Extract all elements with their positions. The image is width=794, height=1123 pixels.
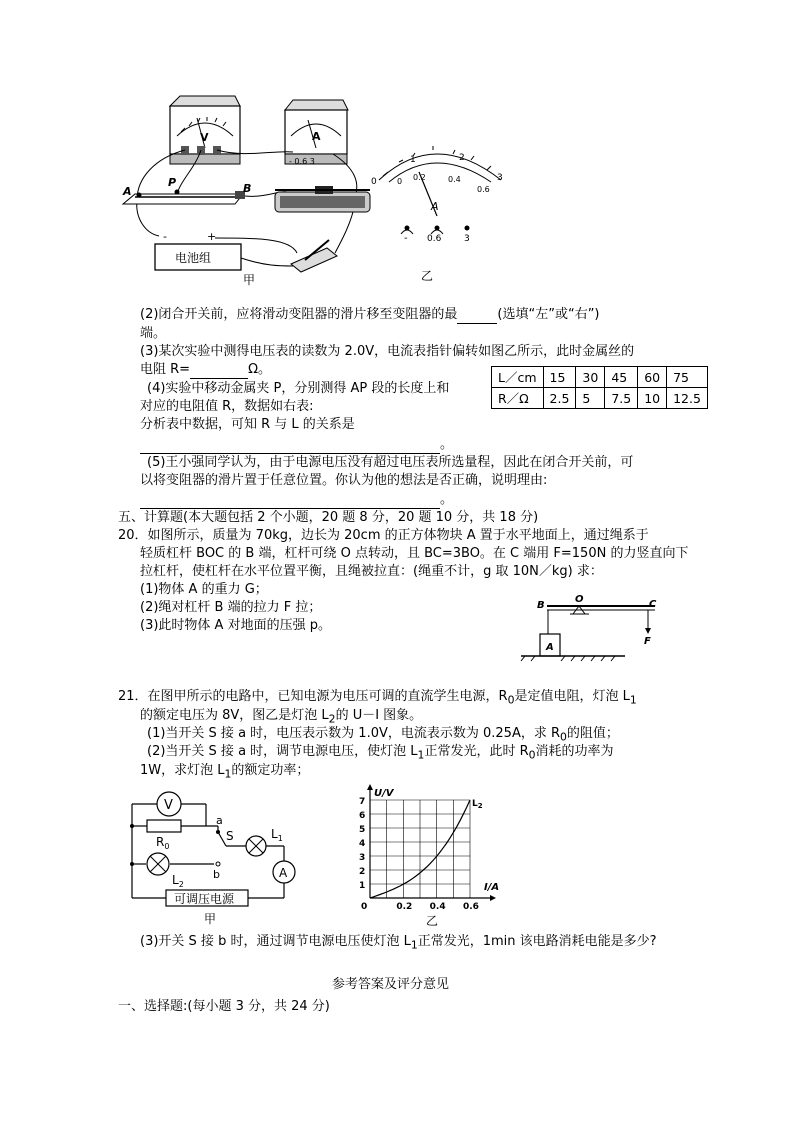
q21-line1: 21．在图甲所示的电路中，已知电源为电压可调的直流学生电源，$R_0$是定值电阻，灯泡 $L_1$: [118, 689, 637, 707]
table-cell: 7.5: [605, 388, 638, 409]
dial-tick-outer-2: 2: [459, 153, 465, 163]
q21-line4: (2)当开关 S 接 a 时，调节电源电压，使灯泡 $L_1$正常发光，此时 $R_0$消耗的功率为: [147, 744, 614, 762]
caption-yi: 乙: [421, 269, 434, 283]
table-cell: R／Ω: [492, 388, 544, 409]
q19-blank-2[interactable]: [190, 378, 248, 379]
q20-line5: (2)绳对杠杆 B 端的拉力 F 拉；: [140, 600, 322, 615]
circuit-source: 可调压电源: [174, 892, 235, 906]
dial-tick-outer-3: 3: [497, 173, 503, 183]
graph-origin: 0: [361, 902, 368, 912]
q19-part4-line2: 对应的电阻值 R，数据如右表:: [140, 399, 314, 414]
circuit-L1: $L_1$: [271, 827, 283, 843]
lever-label-C: C: [649, 599, 657, 610]
rheostat-drawing: [275, 186, 370, 212]
dial-tick-inner-1: 0.2: [413, 173, 426, 182]
circuit-S: S: [226, 829, 234, 843]
circuit-a: a: [216, 814, 223, 827]
circuit-L2: $L_2$: [172, 873, 184, 889]
q21-line3: (1)当开关 S 接 a 时，电压表示数为 1.0V，电流表示数为 0.25A，求 $R_0$的阻值；: [147, 726, 619, 744]
battery-label: 电池组: [175, 251, 212, 265]
q20-line1: 20．如图所示，质量为 70kg，边长为 20cm 的正方体物块 A 置于水平地面上，通过绳系于: [118, 528, 649, 543]
lever-label-O: O: [575, 594, 584, 605]
table-cell: 15: [543, 367, 576, 388]
q20-line4: (1)物体 A 的重力 G；: [140, 582, 268, 597]
section-5-heading: 五、计算题(本大题包括 2 个小题，20 题 8 分，20 题 10 分，共 18 分): [118, 510, 539, 525]
q20-line2: 轻质杠杆 BOC 的 B 端，杠杆可绕 O 点转动，且 BC=3BO。在 C 端用 F=150N 的力竖直向下: [140, 546, 689, 561]
q20-line6: (3)此时物体 A 对地面的压强 p。: [140, 618, 331, 633]
table-cell: 5: [576, 388, 605, 409]
y-tick-label: 3: [359, 853, 366, 863]
dial-tick-inner-0: 0: [397, 177, 403, 186]
wire-board: [123, 190, 245, 205]
label-B: B: [243, 182, 252, 195]
q19-part2-line1: (2)闭合开关前，应将滑动变阻器的滑片移至变阻器的最 (选填“左”或“右”): [140, 307, 600, 322]
switch-drawing: [291, 240, 337, 272]
answers-title: 参考答案及评分意见: [332, 977, 450, 992]
graph-xlabel: I/A: [484, 882, 500, 893]
dial-terminal-minus: -: [404, 233, 408, 244]
circuit-caption: 甲: [204, 912, 217, 926]
y-tick-label: 1: [359, 881, 366, 891]
q19-part5-line1: (5)王小强同学认为，由于电源电压没有超过电压表所选量程，因此在闭合开关前，可: [147, 455, 634, 470]
ammeter-drawing: [285, 100, 348, 166]
table-cell: 45: [605, 367, 638, 388]
x-tick-label: 0.6: [463, 902, 479, 912]
dial-tick-inner-3: 0.6: [477, 185, 490, 194]
circuit-V: V: [164, 798, 173, 813]
voltmeter-letter: V: [200, 131, 209, 144]
curve-label-L2: $L_2$: [472, 799, 483, 810]
q21-line5: 1W，求灯泡 $L_1$的额定功率；: [140, 763, 310, 781]
circuit-diagram-jia: [122, 780, 312, 930]
y-tick-label: 4: [359, 839, 366, 849]
q19-part4-line4: 。: [140, 436, 453, 454]
table-cell: 10: [638, 388, 667, 409]
battery-minus: -: [163, 230, 167, 243]
table-cell: 75: [667, 367, 708, 388]
lever-figure: [515, 592, 665, 664]
answers-section-1: 一、选择题:(每小题 3 分，共 24 分): [118, 999, 330, 1014]
q19-blank-1[interactable]: [457, 323, 497, 324]
q21-line2: 的额定电压为 8V，图乙是灯泡 $L_2$的 U－I 图象。: [140, 708, 423, 726]
table-cell: 12.5: [667, 388, 708, 409]
label-P: P: [168, 176, 177, 189]
q19-part5-line3: 。: [140, 491, 453, 509]
x-tick-label: 0.2: [396, 902, 413, 912]
circuit-A: A: [279, 866, 288, 880]
circuit-figure-top: [115, 88, 525, 288]
circuit-b: b: [213, 868, 220, 881]
dial-tick-outer-1: 1: [410, 155, 416, 165]
lever-label-F: F: [644, 636, 651, 647]
y-tick-label: 7: [359, 797, 366, 807]
q19-part3-line2: 电阻 R= Ω。: [140, 362, 271, 377]
table-row: [492, 388, 708, 409]
dial-terminal-3: 3: [464, 234, 470, 244]
rl-table: [491, 366, 708, 409]
dial-letter: A: [431, 200, 439, 213]
dial-tick-inner-2: 0.4: [448, 175, 461, 184]
lever-label-B: B: [537, 600, 545, 611]
label-A: A: [123, 185, 132, 198]
ammeter-letter: A: [312, 130, 321, 143]
block-label-A: A: [546, 642, 554, 653]
q19-part2-line2: 端。: [140, 326, 167, 341]
dial-terminal-0.6: 0.6: [427, 234, 442, 244]
graph-caption: 乙: [426, 914, 439, 928]
q19-part4-line3: 分析表中数据，可知 R 与 L 的关系是: [140, 417, 355, 432]
q19-part4-line1: (4)实验中移动金属夹 P，分别测得 AP 段的长度上和: [147, 381, 450, 396]
q21-line6: (3)开关 S 接 b 时，通过调节电源电压使灯泡 $L_1$正常发光，1min 该电路消耗电能是多少?: [140, 934, 657, 952]
y-tick-label: 2: [359, 867, 366, 877]
caption-jia: 甲: [243, 273, 256, 287]
table-cell: 30: [576, 367, 605, 388]
table-cell: L／cm: [492, 367, 544, 388]
y-tick-label: 5: [359, 825, 366, 835]
battery-plus: +: [207, 230, 217, 243]
q19-part5-line2: 以将变阻器的滑片置于任意位置。你认为他的想法是否正确，说明理由:: [140, 473, 548, 488]
dial-tick-outer-0: 0: [371, 177, 377, 187]
table-row: [492, 367, 708, 388]
q19-part3-line1: (3)某次实验中测得电压表的读数为 2.0V，电流表指针偏转如图乙所示，此时金属丝的: [140, 344, 635, 359]
ui-graph: [350, 782, 510, 932]
table-cell: 60: [638, 367, 667, 388]
ammeter-terminals: - 0.6 3: [289, 157, 315, 166]
table-cell: 2.5: [543, 388, 576, 409]
y-tick-label: 6: [359, 811, 366, 821]
circuit-R0: $R_0$: [156, 835, 170, 851]
q20-line3: 拉杠杆，使杠杆在水平位置平衡，且绳被拉直：(绳重不计，g 取 10N／kg) 求：: [140, 564, 603, 579]
graph-ylabel: U/V: [374, 788, 394, 799]
x-tick-label: 0.4: [429, 902, 446, 912]
voltmeter-drawing: [170, 96, 240, 164]
